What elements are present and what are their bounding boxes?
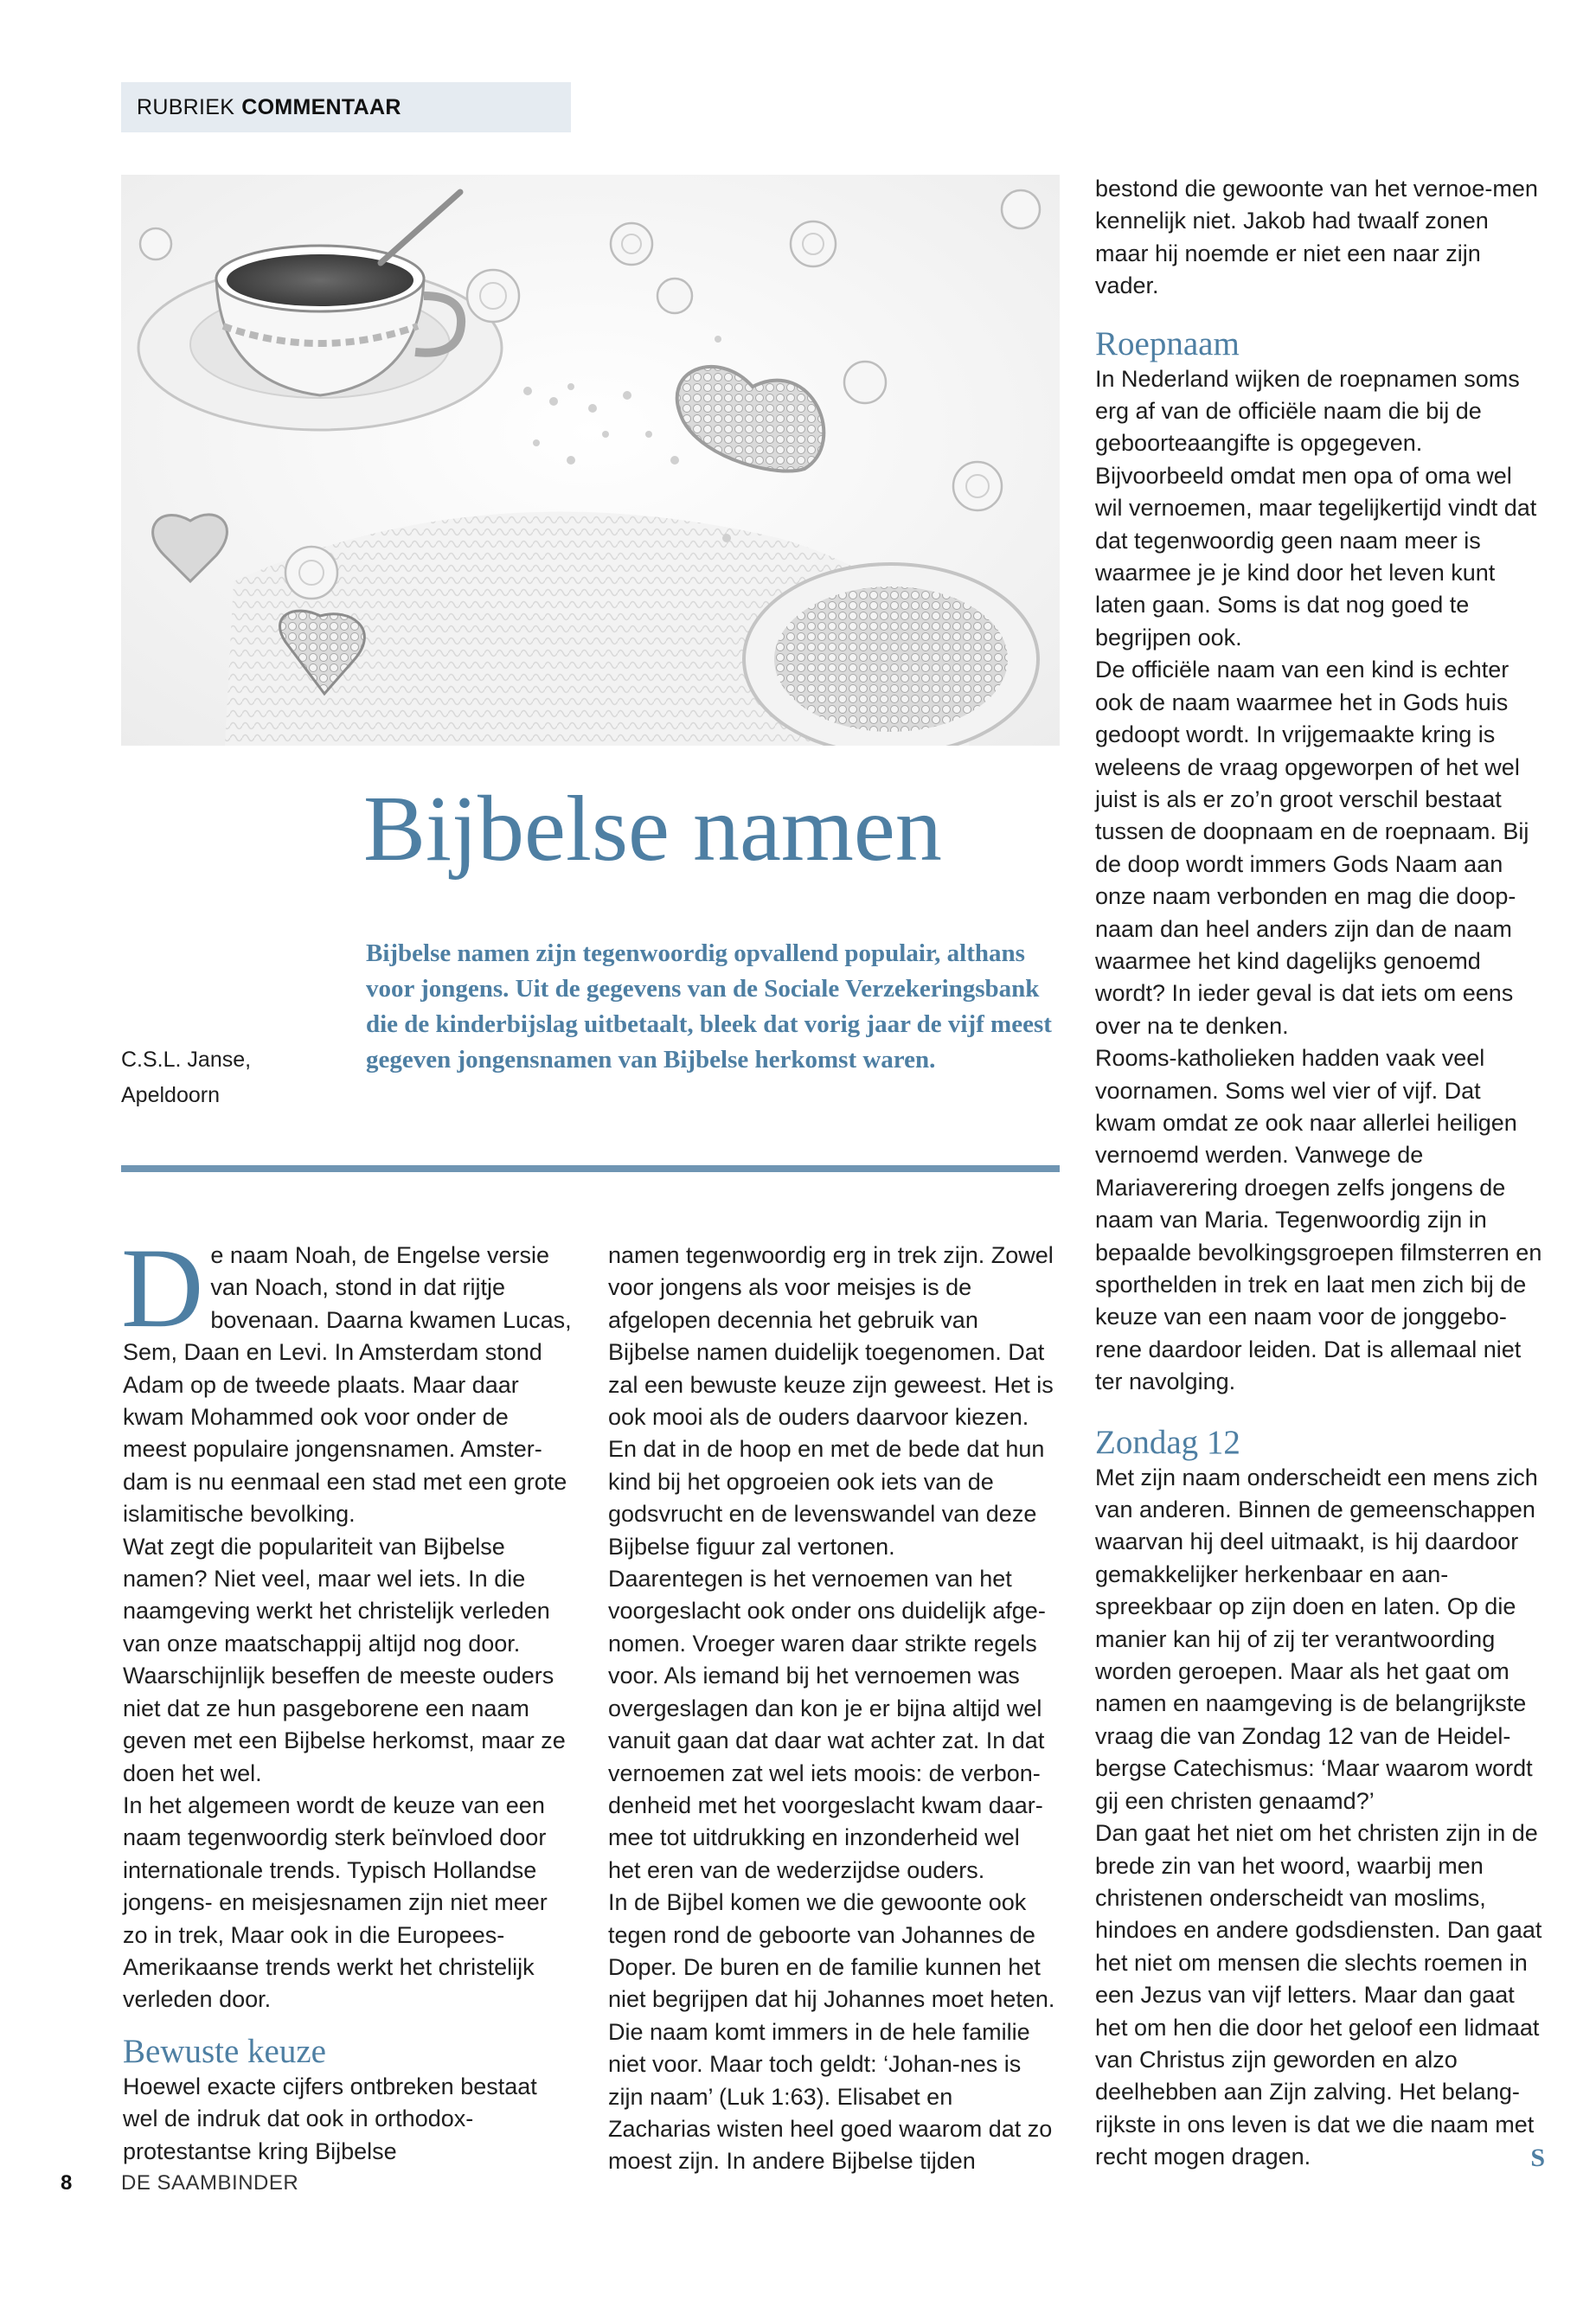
paragraph: namen tegenwoordig erg in trek zijn. Zowel voor jongens als voor meisjes is de afgelopen decennia het gebruik van Bijbelse namen duidelijk toegenomen. Dat zal een bewuste keuze zijn geweest. Het is ook mooi als de ouders daarvoor kiezen. En dat in de hoop en met de bede dat hun kind bij het opgroeien ook iets van de godsvrucht en de levenswandel van deze Bijbelse figuur zal vertonen. xyxy=(608,1242,1054,1560)
text-column-1 xyxy=(121,1224,573,2168)
magazine-name: DE SAAMBINDER xyxy=(121,2171,299,2195)
subheading-bewuste-keuze: Bewuste keuze xyxy=(123,2032,326,2070)
drop-cap: D xyxy=(121,1224,204,1351)
paragraph: De officiële naam van een kind is echter ook de naam waarmee het in Gods huis gedoopt wordt. In vrijgemaakte kring is weleens de vraag opgeworpen of het wel juist is als er zo’n groot verschil bestaat tussen de doopnaam en de roepnaam. Bij de doop wordt immers Gods Naam aan onze naam verbonden en mag die doop-naam dan heel anders zijn dan de naam waarmee het kind dagelijks genoemd wordt? In ieder geval is dat iets om eens over na te denken. xyxy=(1095,657,1529,1039)
text-column-2 xyxy=(608,1240,1058,2178)
paragraph: Rooms-katholieken hadden vaak veel voornamen. Soms wel vier of vijf. Dat kwam omdat ze ook naar allerlei heiligen vernoemd werden. Vanwege de Mariaverering droegen zelfs jongens de naam van Maria. Tegenwoordig zijn in bepaalde bevolkingsgroepen filmsterren en sporthelden in trek en laat men zich bij de keuze van een naam voor de jonggebo-rene daardoor leiden. Dat is allemaal niet ter navolging. xyxy=(1095,1045,1542,1395)
author-byline xyxy=(121,1042,277,1113)
page-number: 8 xyxy=(61,2171,73,2195)
paragraph-text: Dan gaat het niet om het christen zijn in de brede zin van het woord, waarbij men christenen onderscheidt van moslims, hindoes en andere godsdiensten. Dan gaat het niet om mensen die slechts roemen in een Jezus van vijf letters. Maar dan gaat het om hen die door het geloof een lidmaat van Christus zijn geworden en alzo deelhebben aan Zijn zalving. Het belang-rijkste in ons leven is dat we die naam met recht mogen dragen. xyxy=(1095,1820,1542,2170)
rubric-name: COMMENTAAR xyxy=(241,94,401,119)
paragraph: In het algemeen wordt de keuze van een naam tegenwoordig sterk beïnvloed door internationale trends. Typisch Hollandse jongens- en meisjesnamen zijn niet meer zo in trek, Maar ook in die Europees-Amerikaanse trends werkt het christelijk verleden door. xyxy=(123,1791,548,2013)
paragraph xyxy=(1095,1817,1545,2173)
paragraph: Wat zegt die populariteit van Bijbelse namen? Niet veel, maar wel iets. In die naamgeving werkt het christelijk verleden van onze maatschappij altijd nog door. Waarschijnlijk beseffen de meeste ouders niet dat ze hun pasgeborene een naam geven met een Bijbelse herkomst, maar ze doen het wel. xyxy=(123,1533,566,1786)
subheading-roepnaam: Roepnaam xyxy=(1095,324,1240,362)
author-place: Apeldoorn xyxy=(121,1083,220,1107)
author-name: C.S.L. Janse, xyxy=(121,1048,252,1072)
paragraph: bestond die gewoonte van het vernoe-men kennelijk niet. Jakob had twaalf zonen maar hij noemde er niet een naar zijn vader. xyxy=(1095,176,1538,299)
subheading-zondag-12: Zondag 12 xyxy=(1095,1423,1240,1461)
paragraph-text: e naam Noah, de Engelse versie van Noach, stond in dat rijtje bovenaan. Daarna kwamen Lucas, Sem, Daan en Levi. In Amsterdam stond Adam op de tweede plaats. Maar daar kwam Mohammed ook voor onder de meest populaire jongensnamen. Amster-dam is nu eenmaal een stad met een grote islamitische bevolking. xyxy=(123,1242,572,1528)
paragraph: Daarentegen is het vernoemen van het voorgeslacht ook onder ons duidelijk afge-nomen. Vroeger waren daar strikte regels voor. Als iemand bij het vernoemen was overgeslagen dan kon je er bijna altijd wel vanuit gaan dat daar wat achter zat. In dat vernoemen zat wel iets moois: de verbon-denheid met het voorgeslacht kwam daar-mee tot uitdrukking en inzonderheid wel het eren van de wederzijdse ouders. xyxy=(608,1566,1046,1883)
paragraph: Hoewel exacte cijfers ontbreken bestaat wel de indruk dat ook in orthodox-protestantse kring Bijbelse xyxy=(123,2073,537,2164)
end-mark-icon: S xyxy=(1530,2144,1545,2173)
rubric-prefix: RUBRIEK xyxy=(137,94,235,119)
rubric-label xyxy=(121,82,571,132)
paragraph: Met zijn naam onderscheidt een mens zich van anderen. Binnen de gemeenschappen waarvan hij deel uitmaakt, is hij daardoor gemakkelijker herkenbaar en aan-spreekbaar op zijn doen en laten. Op die manier kan hij of zij ter verantwoording worden geroepen. Maar als het gaat om namen en naamgeving is de belangrijkste vraag die van Zondag 12 van de Heidel-bergse Catechismus: ‘Maar waarom wordt gij een christen genaamd?’ xyxy=(1095,1464,1538,1814)
paragraph: In Nederland wijken de roepnamen soms erg af van de officiële naam die bij de geboorteaangifte is opgegeven. Bijvoorbeeld omdat men opa of oma wel wil vernoemen, maar tegelijkertijd vindt dat dat tegenwoordig geen naam meer is waarmee je je kind door het leven kunt laten gaan. Soms is dat nog goed te begrijpen ook. xyxy=(1095,365,1537,651)
article-title: Bijbelse namen xyxy=(363,778,942,881)
text-column-3 xyxy=(1095,173,1545,2174)
divider-rule xyxy=(121,1165,1060,1172)
article-lead: Bijbelse namen zijn tegenwoordig opvallend populair, althans voor jongens. Uit de gegevens van de Sociale Verzekeringsbank die de kinderbijslag uitbetaalt, bleek dat vorig jaar de vijf meest gegeven jongensnamen van Bijbelse herkomst waren. xyxy=(366,939,1052,1074)
header-photo xyxy=(121,175,1060,746)
paragraph xyxy=(121,1224,573,1531)
paragraph: In de Bijbel komen we die gewoonte ook tegen rond de geboorte van Johannes de Doper. De buren en de familie kunnen het niet begrijpen dat hij Johannes moet heten. Die naam komt immers in de hele familie niet voor. Maar toch geldt: ‘Johan-nes is zijn naam’ (Luk 1:63). Elisabet en Zacharias wisten heel goed waarom dat zo moest zijn. In andere Bijbelse tijden xyxy=(608,1889,1055,2175)
